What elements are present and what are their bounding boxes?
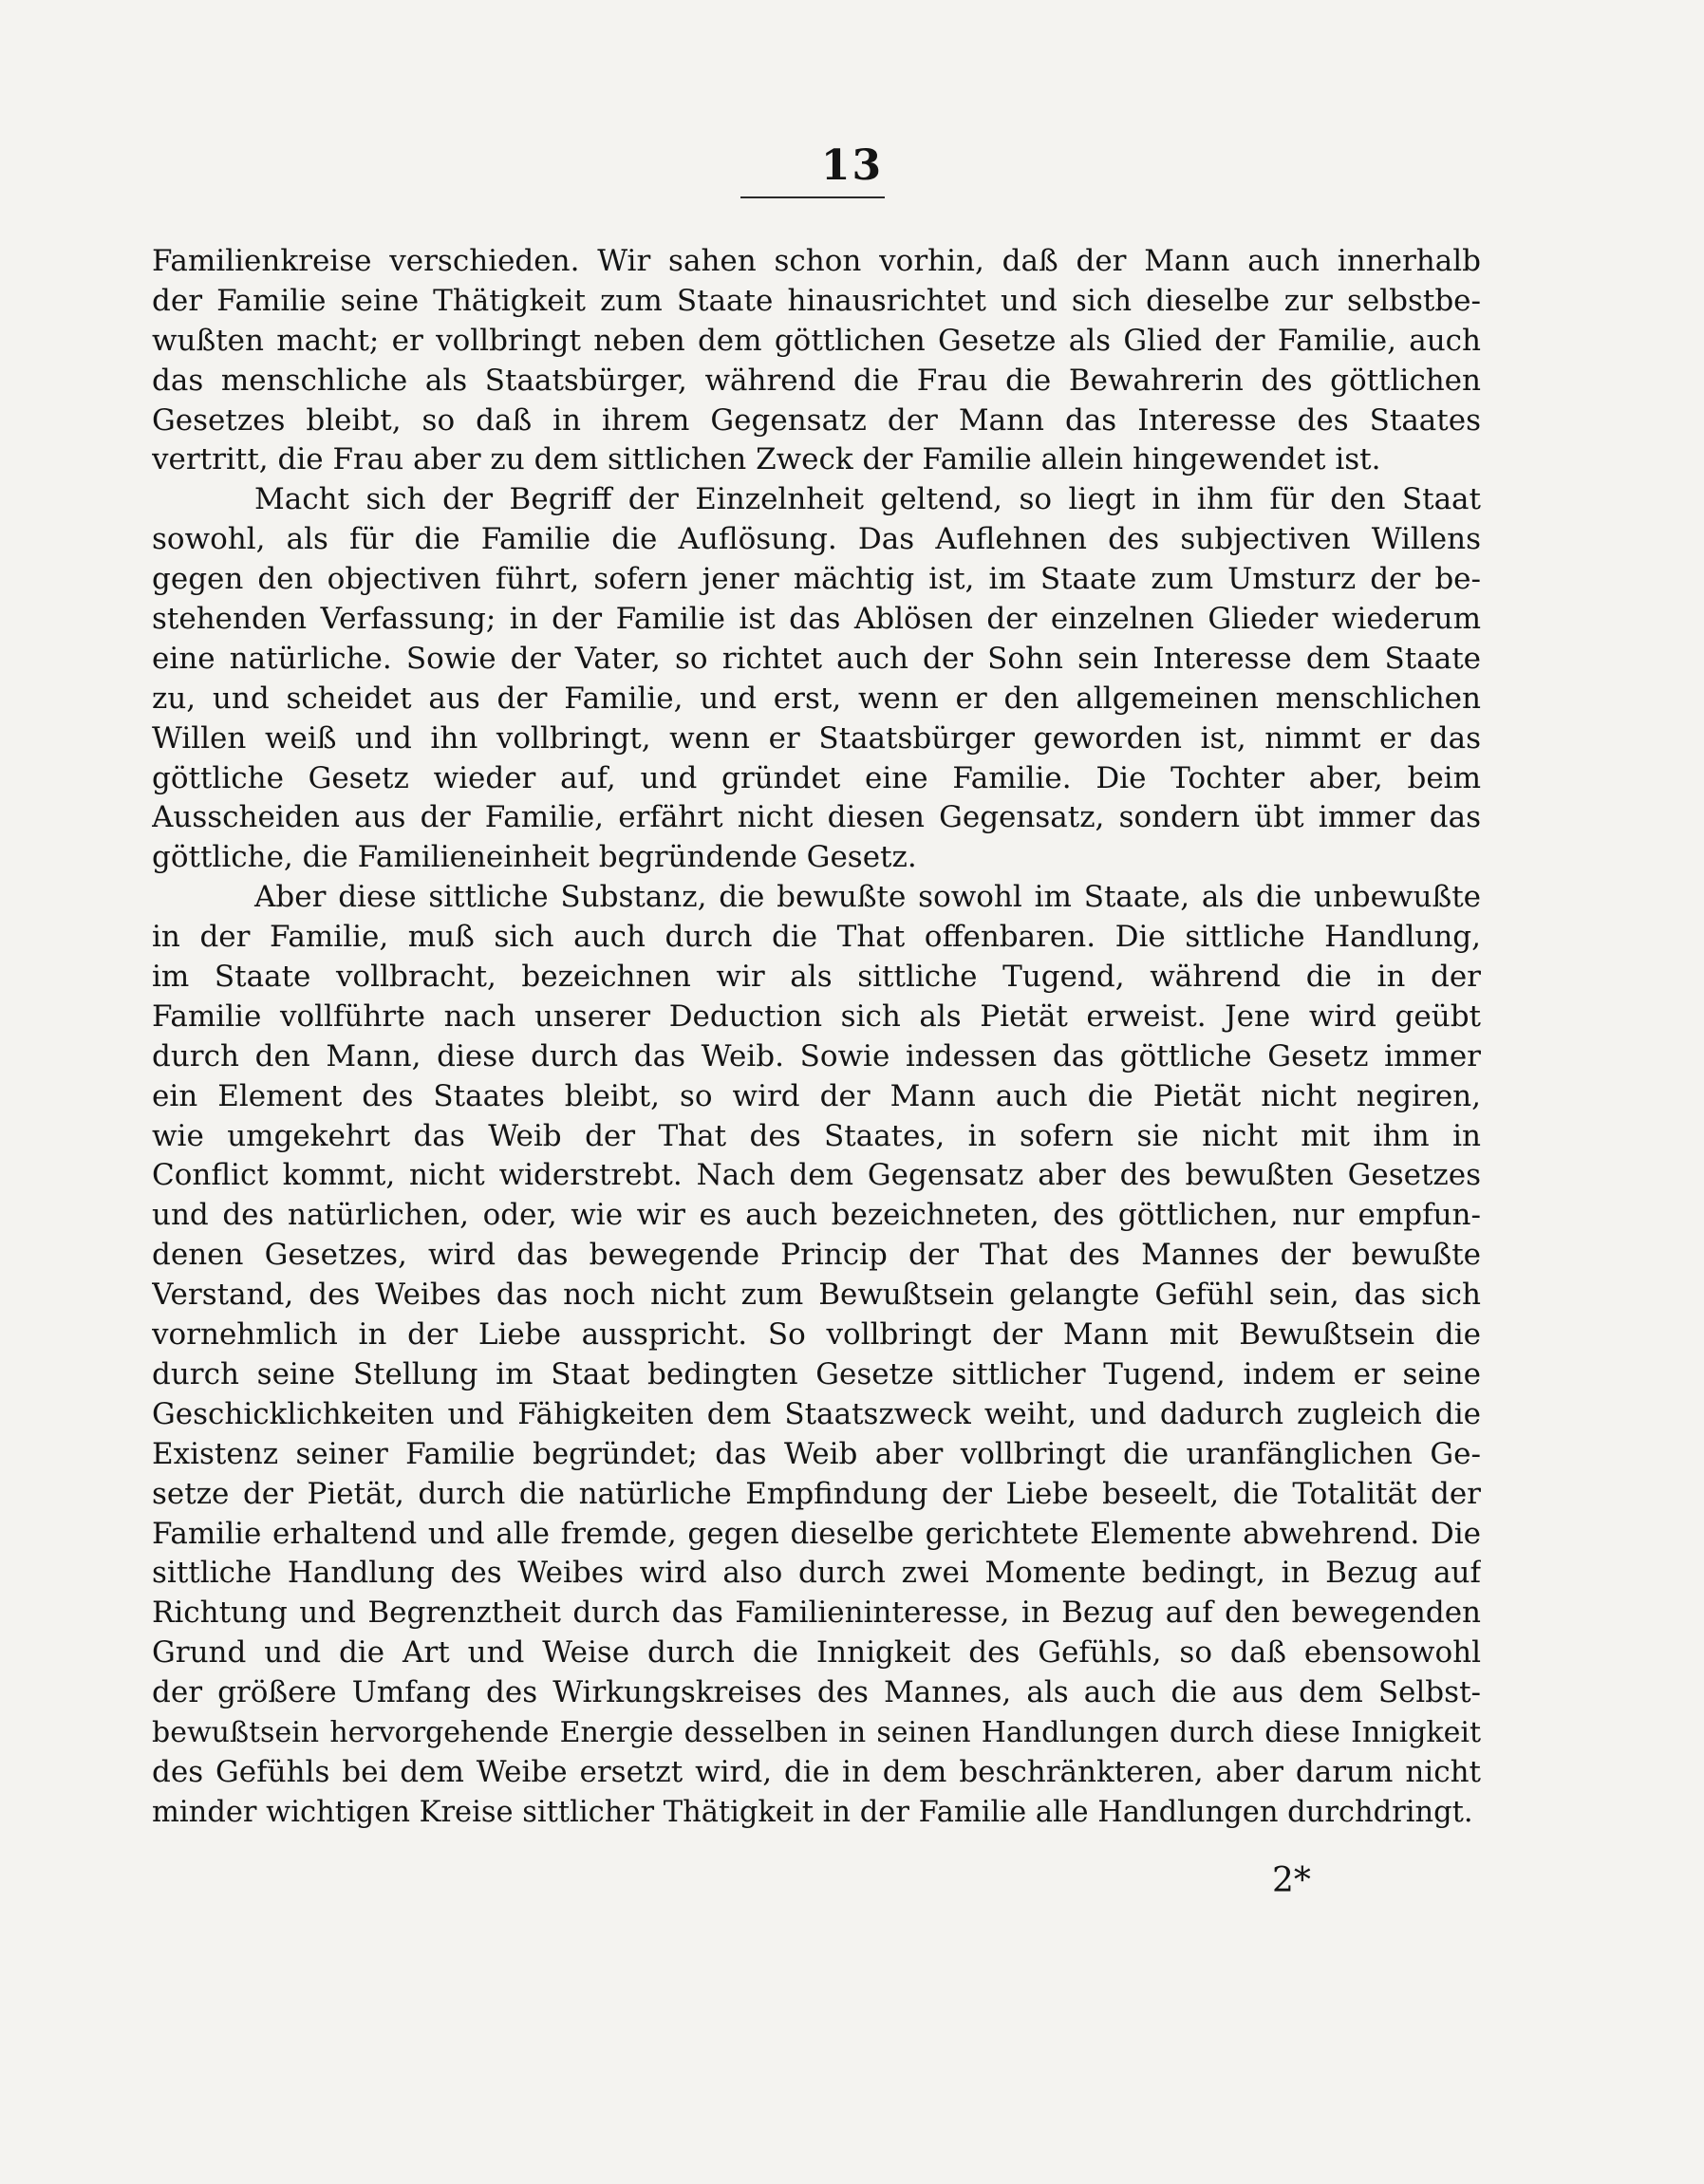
signature-mark: 2* <box>1272 1861 1311 1900</box>
text-line: minder wichtigen Kreise sittlicher Thätigkeit in der Familie alle Handlungen durchdringt. <box>152 1795 1473 1829</box>
text-line: Familienkreise verschieden. Wir sahen schon vorhin, daß der Mann auch innerhalb <box>152 244 1481 278</box>
text-line: göttliche, die Familieneinheit begründende Gesetz. <box>152 840 917 875</box>
text-line: sittliche Handlung des Weibes wird also durch zwei Momente bedingt, in Bezug auf <box>152 1556 1481 1591</box>
text-line: durch seine Stellung im Staat bedingten Gesetze sittlicher Tugend, indem er seine <box>152 1356 1481 1391</box>
text-line: und des natürlichen, oder, wie wir es auch bezeichneten, des göttlichen, nur empfun- <box>152 1198 1481 1233</box>
text-line: denen Gesetzes, wird das bewegende Princip der That des Mannes der bewußte <box>152 1238 1481 1273</box>
text-line: Gesetzes bleibt, so daß in ihrem Gegensatz der Mann das Interesse des Staates <box>152 402 1481 438</box>
text-line: sowohl, als für die Familie die Auflösung. Das Auflehnen des subjectiven Willens <box>152 522 1481 557</box>
text-line: vertritt, die Frau aber zu dem sittlichen Zweck der Familie allein hingewendet ist. <box>152 442 1381 477</box>
text-line: eine natürliche. Sowie der Vater, so richtet auch der Sohn sein Interesse dem Staate <box>152 641 1481 676</box>
text-line: Aber diese sittliche Substanz, die bewußte sowohl im Staate, als die unbewußte <box>254 880 1481 915</box>
header-rule <box>740 196 885 198</box>
text-line: der größere Umfang des Wirkungskreises des Mannes, als auch die aus dem Selbst- <box>152 1675 1481 1710</box>
body-text <box>152 242 1481 1833</box>
text-line: Familie erhaltend und alle fremde, gegen dieselbe gerichtete Elemente abwehrend. Die <box>152 1516 1481 1551</box>
text-line: Ausscheiden aus der Familie, erfährt nicht diesen Gegensatz, sondern übt immer das <box>152 800 1481 835</box>
text-line: Macht sich der Begriff der Einzelnheit geltend, so liegt in ihm für den Staat <box>254 482 1481 517</box>
text-line: setze der Pietät, durch die natürliche Empfindung der Liebe beseelt, die Totalität der <box>152 1476 1481 1511</box>
text-line: Conflict kommt, nicht widerstrebt. Nach dem Gegensatz aber des bewußten Gesetzes <box>152 1158 1481 1193</box>
text-line: in der Familie, muß sich auch durch die That offenbaren. Die sittliche Handlung, <box>152 920 1481 955</box>
text-line: Richtung und Begrenztheit durch das Familieninteresse, in Bezug auf den bewegenden <box>152 1596 1481 1631</box>
text-line: der Familie seine Thätigkeit zum Staate hinausrichtet und sich dieselbe zur selbstbe- <box>152 283 1481 318</box>
text-line: Verstand, des Weibes das noch nicht zum Bewußtsein gelangte Gefühl sein, das sich <box>152 1278 1481 1313</box>
text-line: Willen weiß und ihn vollbringt, wenn er Staatsbürger geworden ist, nimmt er das <box>152 720 1481 756</box>
text-line: wußten macht; er vollbringt neben dem göttlichen Gesetze als Glied der Familie, auch <box>152 323 1481 358</box>
text-line: zu, und scheidet aus der Familie, und erst, wenn er den allgemeinen menschlichen <box>152 681 1481 716</box>
text-line: das menschliche als Staatsbürger, während die Frau die Bewahrerin des göttlichen <box>152 363 1481 398</box>
text-line: Familie vollführte nach unserer Deduction sich als Pietät erweist. Jene wird geübt <box>152 999 1481 1034</box>
text-line: Geschicklichkeiten und Fähigkeiten dem Staatszweck weiht, und dadurch zugleich die <box>152 1396 1481 1431</box>
text-line: ein Element des Staates bleibt, so wird der Mann auch die Pietät nicht negiren, <box>152 1078 1481 1113</box>
text-line: wie umgekehrt das Weib der That des Staates, in sofern sie nicht mit ihm in <box>152 1118 1481 1153</box>
text-line: Grund und die Art und Weise durch die Innigkeit des Gefühls, so daß ebensowohl <box>152 1635 1481 1671</box>
text-line: Existenz seiner Familie begründet; das Weib aber vollbringt die uranfänglichen Ge- <box>152 1436 1481 1471</box>
text-line: im Staate vollbracht, bezeichnen wir als sittliche Tugend, während die in der <box>152 960 1481 995</box>
text-line: des Gefühls bei dem Weibe ersetzt wird, die in dem beschränkteren, aber darum nicht <box>152 1754 1481 1789</box>
text-line: gegen den objectiven führt, sofern jener mächtig ist, im Staate zum Umsturz der be- <box>152 562 1481 597</box>
text-line: göttliche Gesetz wieder auf, und gründet eine Familie. Die Tochter aber, beim <box>152 760 1481 795</box>
text-line: bewußtsein hervorgehende Energie desselben in seinen Handlungen durch diese Innigkeit <box>152 1715 1481 1749</box>
text-line: durch den Mann, diese durch das Weib. Sowie indessen das göttliche Gesetz immer <box>152 1038 1481 1073</box>
page-number: 13 <box>820 141 884 190</box>
text-line: stehenden Verfassung; in der Familie ist das Ablösen der einzelnen Glieder wiederum <box>152 602 1481 637</box>
text-line: vornehmlich in der Liebe ausspricht. So vollbringt der Mann mit Bewußtsein die <box>152 1317 1481 1353</box>
